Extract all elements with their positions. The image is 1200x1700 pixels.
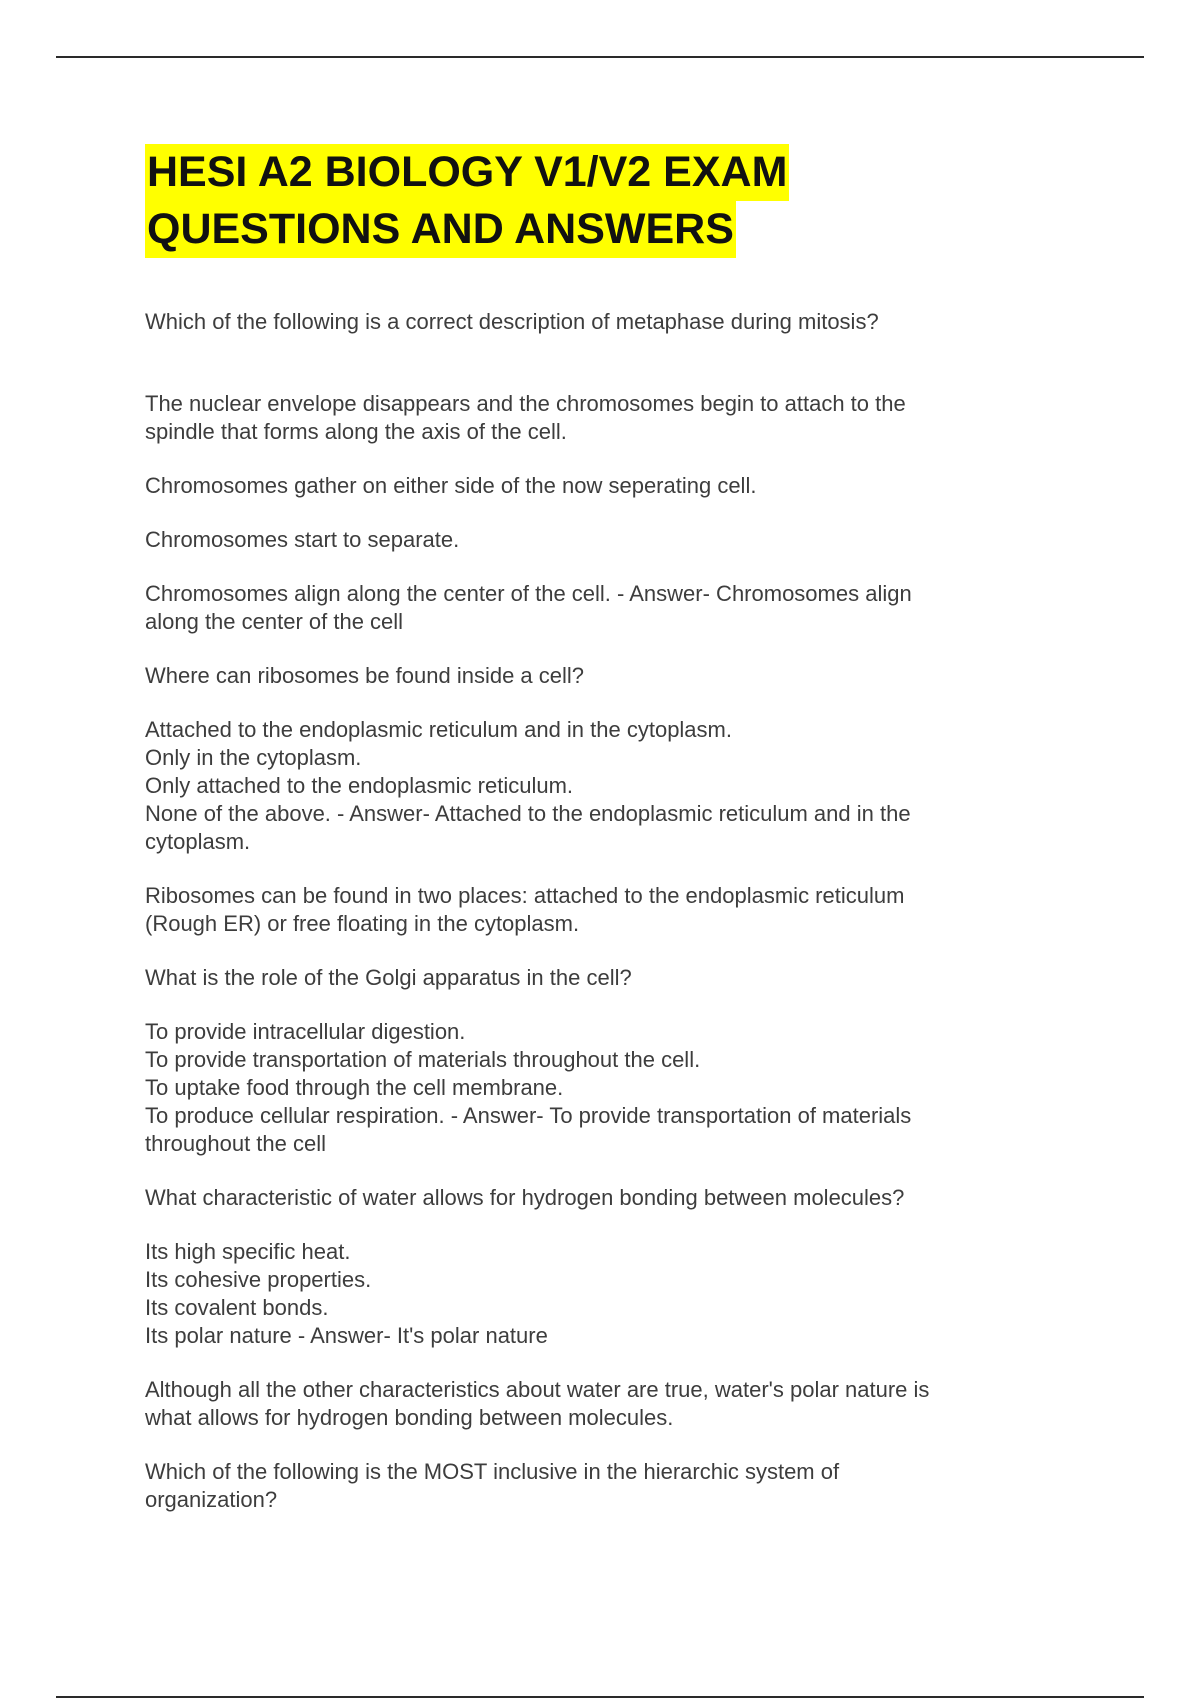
text-block xyxy=(145,662,1045,690)
text-line: Its cohesive properties. xyxy=(145,1267,372,1292)
text-line: Attached to the endoplasmic reticulum and in the cytoplasm. xyxy=(145,717,732,742)
text-line: along the center of the cell xyxy=(145,609,404,634)
text-block xyxy=(145,716,1045,856)
text-block xyxy=(145,1238,1045,1350)
bottom-rule xyxy=(56,1696,1144,1698)
text-line: spindle that forms along the axis of the cell. xyxy=(145,419,567,444)
text-block xyxy=(145,472,1045,500)
title-line-2: QUESTIONS AND ANSWERS xyxy=(145,201,736,258)
text-line: Which of the following is the MOST inclusive in the hierarchic system of xyxy=(145,1459,840,1484)
qa-blocks xyxy=(145,308,1045,1514)
document-body xyxy=(145,144,1045,1514)
text-line: To uptake food through the cell membrane. xyxy=(145,1075,564,1100)
text-line: None of the above. - Answer- Attached to the endoplasmic reticulum and in the xyxy=(145,801,911,826)
text-line: Ribosomes can be found in two places: attached to the endoplasmic reticulum xyxy=(145,883,905,908)
text-line: Its polar nature - Answer- It's polar nature xyxy=(145,1323,548,1348)
document-title xyxy=(145,144,1045,258)
text-line: (Rough ER) or free floating in the cytoplasm. xyxy=(145,911,580,936)
text-line: Where can ribosomes be found inside a cell? xyxy=(145,663,585,688)
text-block xyxy=(145,308,1045,336)
text-block xyxy=(145,882,1045,938)
text-block xyxy=(145,1184,1045,1212)
text-line: To provide intracellular digestion. xyxy=(145,1019,466,1044)
text-block xyxy=(145,1376,1045,1432)
text-block xyxy=(145,526,1045,554)
text-line: To provide transportation of materials throughout the cell. xyxy=(145,1047,701,1072)
text-block xyxy=(145,390,1045,446)
text-line: Its high specific heat. xyxy=(145,1239,351,1264)
text-block xyxy=(145,964,1045,992)
top-rule xyxy=(56,56,1144,58)
text-line: To produce cellular respiration. - Answer- To provide transportation of materials xyxy=(145,1103,912,1128)
text-line: What characteristic of water allows for hydrogen bonding between molecules? xyxy=(145,1185,905,1210)
text-line: organization? xyxy=(145,1487,278,1512)
text-block xyxy=(145,1018,1045,1158)
text-line: Chromosomes gather on either side of the now seperating cell. xyxy=(145,473,757,498)
text-line: Its covalent bonds. xyxy=(145,1295,329,1320)
text-line: cytoplasm. xyxy=(145,829,251,854)
text-line: What is the role of the Golgi apparatus in the cell? xyxy=(145,965,632,990)
title-line-1: HESI A2 BIOLOGY V1/V2 EXAM xyxy=(145,144,789,201)
text-line: throughout the cell xyxy=(145,1131,327,1156)
text-line: Which of the following is a correct description of metaphase during mitosis? xyxy=(145,309,879,334)
text-block xyxy=(145,580,1045,636)
text-line: what allows for hydrogen bonding between molecules. xyxy=(145,1405,674,1430)
text-line: Only in the cytoplasm. xyxy=(145,745,362,770)
text-line: Chromosomes start to separate. xyxy=(145,527,460,552)
text-line: The nuclear envelope disappears and the chromosomes begin to attach to the xyxy=(145,391,906,416)
text-block xyxy=(145,1458,1045,1514)
text-line: Only attached to the endoplasmic reticulum. xyxy=(145,773,574,798)
text-line: Although all the other characteristics about water are true, water's polar nature is xyxy=(145,1377,930,1402)
text-line: Chromosomes align along the center of the cell. - Answer- Chromosomes align xyxy=(145,581,912,606)
